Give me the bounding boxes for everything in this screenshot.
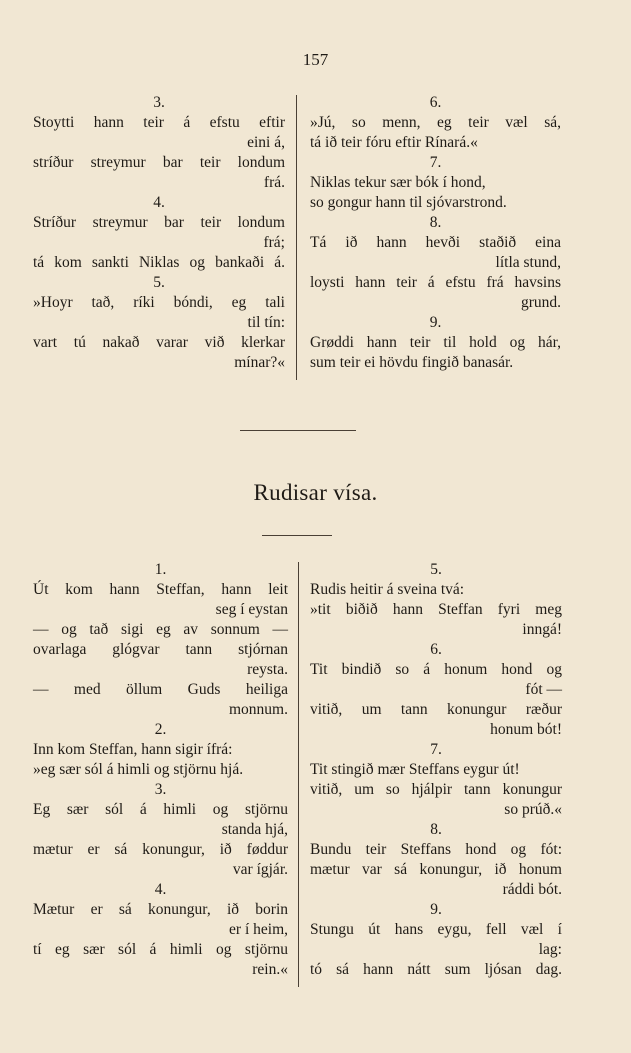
verse-line: tá ið teir fóru eftir Rínará.«: [310, 134, 478, 151]
verse-line: Eg sær sól á himli og stjörnu: [33, 801, 288, 818]
stanza-number: 4.: [154, 881, 167, 898]
bottom-right-column: [310, 560, 562, 980]
verse-line: sum teir ei hövdu fingið banasár.: [310, 354, 514, 371]
verse-line: Stoytti hann teir á efstu eftir: [33, 114, 285, 131]
verse-line: Stungu út hans eygu, fell væl í: [310, 921, 562, 938]
stanza-number: 6.: [430, 641, 442, 658]
verse-line: reysta.: [247, 661, 288, 678]
stanza: [310, 640, 562, 740]
verse-line: Rudis heitir á sveina tvá:: [310, 581, 465, 598]
stanza-number: 7.: [430, 741, 442, 758]
verse-line: rein.«: [252, 961, 288, 978]
stanza-number: 8.: [430, 821, 442, 838]
stanza: [310, 820, 562, 900]
verse-line: »Hoyr tað, ríki bóndi, eg tali: [33, 294, 285, 311]
verse-line: Niklas tekur sær bók í hond,: [310, 174, 486, 191]
verse-line: Út kom hann Steffan, hann leit: [33, 581, 288, 598]
verse-line: var ígjár.: [232, 861, 288, 878]
top-right-column: [310, 93, 561, 373]
verse-line: tá kom sankti Niklas og bankaði á.: [33, 254, 285, 271]
stanza-number: 5.: [430, 561, 442, 578]
stanza-number: 8.: [429, 214, 442, 231]
top-column-divider: [296, 95, 297, 380]
verse-line: grund.: [520, 294, 561, 311]
verse-line: »Jú, so menn, eg teir væl sá,: [310, 114, 561, 131]
verse-line: mínar?«: [234, 354, 285, 371]
verse-line: Mætur er sá konungur, ið borin: [33, 901, 288, 918]
stanza: [33, 273, 285, 373]
verse-line: tí eg sær sól á himli og stjörnu: [33, 941, 288, 958]
verse-line: vitið, um tann konungur ræður: [310, 701, 562, 718]
stanza-number: 7.: [429, 154, 442, 171]
verse-line: ovarlaga glógvar tann stjórnan: [33, 641, 288, 658]
stanza: [310, 313, 561, 373]
verse-line: monnum.: [229, 701, 288, 718]
verse-line: ráddi bót.: [502, 881, 562, 898]
stanza: [310, 213, 561, 313]
stanza: [33, 780, 288, 880]
stanza: [310, 560, 562, 640]
stanza: [33, 560, 288, 720]
verse-line: vart tú nakað varar við klerkar: [33, 334, 285, 351]
stanza-number: 6.: [429, 94, 442, 111]
verse-line: honum bót!: [490, 721, 562, 738]
verse-line: Inn kom Steffan, hann sigir ífrá:: [33, 741, 233, 758]
stanza-number: 4.: [153, 194, 165, 211]
verse-line: Tit bindið so á honum hond og: [310, 661, 562, 678]
verse-line: frá;: [263, 234, 285, 251]
verse-line: tó sá hann nátt sum ljósan dag.: [310, 961, 562, 978]
section-divider: [240, 430, 356, 431]
verse-line: eini á,: [247, 134, 285, 151]
verse-line: fót —: [525, 681, 562, 698]
verse-line: Stríður streymur bar teir londum: [33, 214, 285, 231]
verse-line: Tá ið hann hevði staðið eina: [310, 234, 561, 251]
title-underline: [262, 535, 332, 536]
stanza: [310, 900, 562, 980]
page-number: 157: [302, 50, 329, 69]
stanza-number: 9.: [430, 901, 442, 918]
bottom-left-column: [33, 560, 288, 980]
stanza-number: 3.: [153, 94, 165, 111]
stanza-number: 2.: [154, 721, 167, 738]
poem-title: Rudisar vísa.: [253, 480, 378, 505]
verse-line: stríður streymur bar teir londum: [33, 154, 285, 171]
verse-line: vitið, um so hjálpir tann konungur: [310, 781, 562, 798]
verse-line: so prúð.«: [504, 801, 562, 818]
verse-line: lítla stund,: [495, 254, 561, 271]
top-left-column: [33, 93, 285, 373]
stanza-number: 1.: [154, 561, 167, 578]
verse-line: »tit biðið hann Steffan fyri meg: [310, 601, 562, 618]
verse-line: — og tað sigi eg av sonnum —: [33, 621, 288, 638]
verse-line: til tín:: [247, 314, 285, 331]
stanza: [33, 193, 285, 273]
verse-line: Grøddi hann teir til hold og hár,: [310, 334, 561, 351]
verse-line: seg í eystan: [215, 601, 288, 618]
stanza: [310, 93, 561, 153]
verse-line: — med öllum Guds heiliga: [33, 681, 288, 698]
stanza: [33, 720, 288, 780]
verse-line: frá.: [263, 174, 285, 191]
verse-line: standa hjá,: [221, 821, 288, 838]
stanza: [33, 880, 288, 980]
stanza: [310, 153, 561, 213]
stanza: [310, 740, 562, 820]
verse-line: mætur er sá konungur, ið føddur: [33, 841, 288, 858]
verse-line: »eg sær sól á himli og stjörnu hjá.: [33, 761, 244, 778]
stanza: [33, 93, 285, 193]
stanza-number: 9.: [429, 314, 442, 331]
verse-line: inngá!: [522, 621, 562, 638]
verse-line: so gongur hann til sjóvarstrond.: [310, 194, 507, 211]
verse-line: lag:: [538, 941, 562, 958]
stanza-number: 3.: [154, 781, 167, 798]
verse-line: er í heim,: [229, 921, 288, 938]
verse-line: loysti hann teir á efstu frá havsins: [310, 274, 561, 291]
bottom-column-divider: [298, 562, 299, 987]
verse-line: Tit stingið mær Steffans eygur út!: [310, 761, 520, 778]
verse-line: mætur var sá konungur, ið honum: [310, 861, 562, 878]
stanza-number: 5.: [153, 274, 165, 291]
verse-line: Bundu teir Steffans hond og fót:: [310, 841, 562, 858]
